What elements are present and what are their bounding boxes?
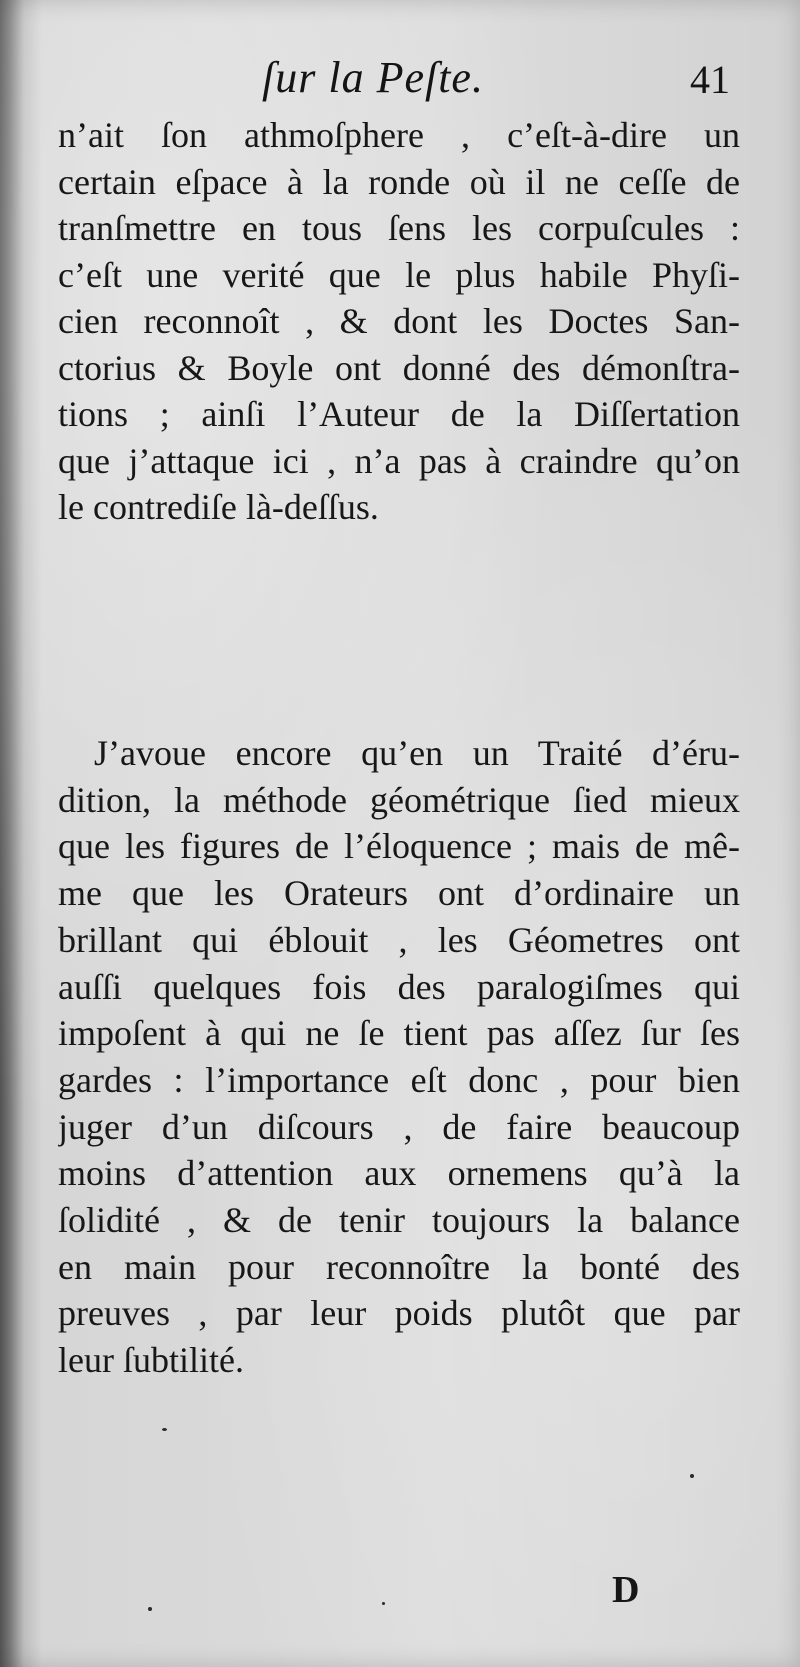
text-line: brillant qui éblouit , les Géometres ont: [58, 919, 740, 960]
text-line: juger d’un diſcours , de faire beaucoup: [58, 1106, 740, 1147]
page-header: [0, 52, 800, 112]
text-line: tranſmettre en tous ſens les corpuſcules :: [58, 208, 740, 248]
text-line: J’avoue encore qu’en un Traité d’éru-: [94, 733, 740, 773]
paragraph-1: [58, 112, 740, 531]
show-through-texture: [70, 560, 760, 614]
text-line: moins d’attention aux ornemens qu’à la: [58, 1153, 740, 1194]
ink-speck: [690, 1474, 694, 1478]
running-title: ſur la Peſte.: [262, 53, 484, 102]
text-line: preuves , par leur poids plutôt que par: [58, 1293, 740, 1334]
text-line: cien reconnoît , & dont les Doctes San-: [58, 301, 740, 341]
text-line: c’eſt une verité que le plus habile Phyſi-: [58, 254, 740, 295]
text-line: ſolidité , & de tenir toujours la balance: [58, 1200, 740, 1241]
paragraph-2: [58, 730, 740, 1384]
text-line: n’ait ſon athmoſphere , c’eſt-à-dire un: [58, 115, 740, 155]
text-line: tions ; ainſi l’Auteur de la Diſſertation: [58, 394, 740, 434]
page-number: 41: [690, 57, 730, 102]
text-line: gardes : l’importance eſt donc , pour bien: [58, 1059, 740, 1100]
text-line: auſſi quelques fois des paralogiſmes qui: [58, 966, 740, 1007]
signature-mark: D: [612, 1569, 640, 1611]
text-line: me que les Orateurs ont d’ordinaire un: [58, 873, 740, 914]
text-line: que j’attaque ici , n’a pas à craindre qu’on: [58, 440, 740, 481]
text-line: le contrediſe là-deſſus.: [58, 487, 379, 527]
text-line: en main pour reconnoître la bonté des: [58, 1246, 740, 1287]
text-line: dition, la méthode géométrique ſied mieux: [58, 779, 740, 820]
text-line: impoſent à qui ne ſe tient pas aſſez ſur ſes: [58, 1013, 740, 1054]
text-line: que les figures de l’éloquence ; mais de mê-: [58, 826, 740, 867]
ink-speck: [162, 1428, 167, 1431]
text-line: certain eſpace à la ronde où il ne ceſſe de: [58, 161, 740, 202]
ink-speck: [148, 1607, 152, 1611]
text-line: leur ſubtilité.: [58, 1340, 244, 1381]
ink-speck: [382, 1602, 385, 1605]
text-line: ctorius & Boyle ont donné des démonſtra-: [58, 347, 740, 388]
